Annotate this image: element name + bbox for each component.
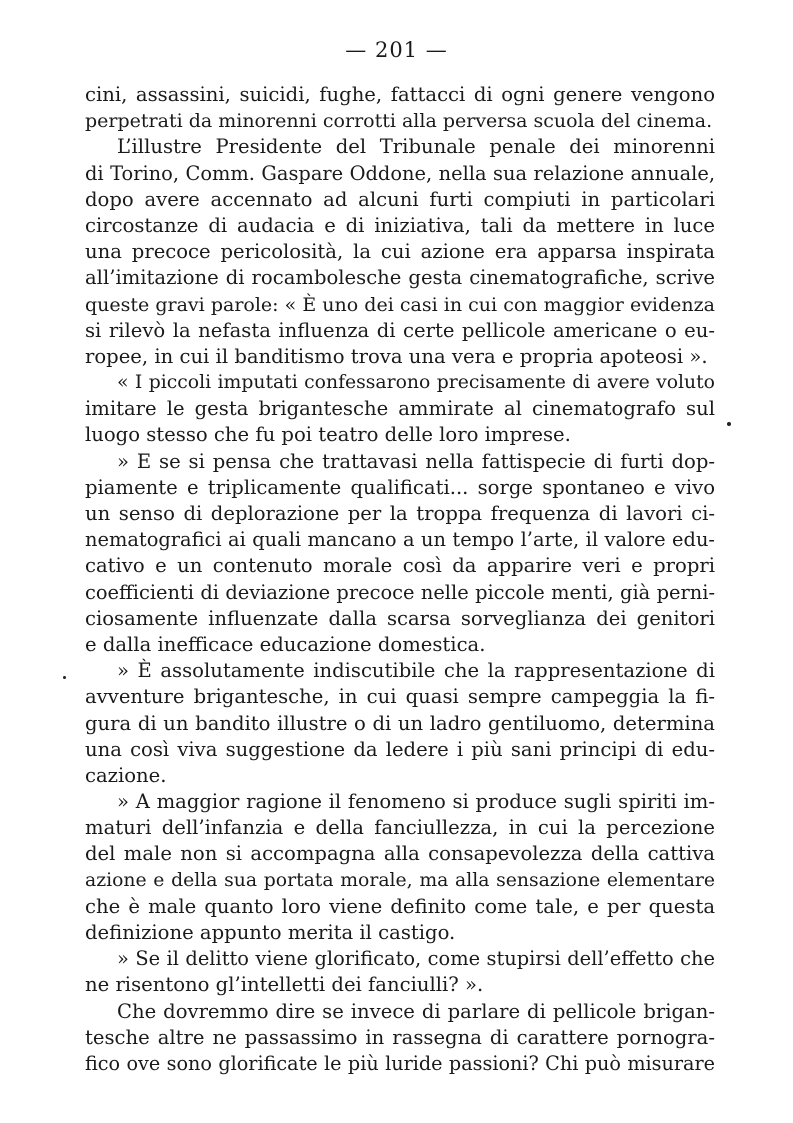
text-line: un senso di deplorazione per la troppa frequenza di lavori ci- <box>85 502 715 525</box>
text-line: » E se si pensa che trattavasi nella fattispecie di furti dop- <box>117 449 715 473</box>
text-line: una così viva suggestione da ledere i più sani principi di edu- <box>85 737 715 761</box>
text-line: circostanze di audacia e di iniziativa, tali da mettere in luce <box>85 213 715 237</box>
page-number: — 201 — <box>345 38 448 62</box>
text-line: » A maggior ragione il fenomeno si produce sugli spiriti im- <box>117 790 715 814</box>
text-line: imitare le gesta brigantesche ammirate al cinematografo sul <box>85 397 715 421</box>
text-line: luogo stesso che fu poi teatro delle loro imprese. <box>85 423 571 447</box>
text-line: del male non si accompagna alla consapevolezza della cattiva <box>85 842 715 866</box>
text-line: definizione appunto merita il castigo. <box>85 921 456 944</box>
text-line: maturi dell’infanzia e della fanciullezza, in cui la percezione <box>85 816 715 840</box>
text-line: cativo e un contenuto morale così da apparire veri e propri <box>85 554 715 578</box>
text-line: di Torino, Comm. Gaspare Oddone, nella sua relazione annuale, <box>85 161 715 185</box>
text-line: si rilevò la nefasta influenza di certe pellicole americane o eu- <box>85 318 715 342</box>
text-line: tesche altre ne passassimo in rassegna di carattere pornogra- <box>85 1025 715 1049</box>
text-line: nematografici ai quali mancano a un tempo l’arte, il valore edu- <box>85 528 715 552</box>
text-line: cini, assassini, suicidi, fughe, fattacci di ogni genere vengono <box>85 83 715 106</box>
text-line: piamente e triplicamente qualificati... sorge spontaneo e vivo <box>85 475 715 499</box>
text-line: perpetrati da minorenni corrotti alla perversa scuola del cinema. <box>85 110 713 133</box>
text-line: dopo avere accennato ad alcuni furti compiuti in particolari <box>85 187 715 211</box>
text-line: gura di un bandito illustre o di un ladro gentiluomo, determina <box>85 711 715 735</box>
text-line: coefficienti di deviazione precoce nelle piccole menti, già perni- <box>85 580 715 604</box>
ink-speck <box>63 676 66 679</box>
text-line: cazione. <box>85 763 167 787</box>
text-line: avventure brigantesche, in cui quasi sempre campeggia la fi- <box>85 685 715 709</box>
body-text <box>85 82 715 1077</box>
text-line: queste gravi parole: « È uno dei casi in cui con maggior evidenza <box>85 293 715 316</box>
text-line: ropee, in cui il banditismo trova una vera e propria apoteosi ». <box>85 344 708 368</box>
text-line: L’illustre Presidente del Tribunale penale dei minorenni <box>117 135 715 159</box>
ink-speck <box>727 422 731 426</box>
text-line: all’imitazione di rocambolesche gesta cinematografiche, scrive <box>85 266 715 290</box>
text-line: che è male quanto loro viene definito come tale, e per questa <box>85 894 715 918</box>
text-line: fico ove sono glorificate le più luride passioni? Chi può misurare <box>85 1051 715 1075</box>
text-line: « I piccoli imputati confessarono precisamente di avere voluto <box>117 372 715 394</box>
text-line: azione e della sua portata morale, ma alla sensazione elementare <box>85 869 715 891</box>
text-line: ne risentono gl’intelletti dei fanciulli? ». <box>85 973 484 997</box>
text-line: Che dovremmo dire se invece di parlare di pellicole brigan- <box>117 999 715 1023</box>
text-line: e dalla inefficace educazione domestica. <box>85 632 486 656</box>
text-line: » Se il delitto viene glorificato, come stupirsi dell’effetto che <box>117 947 715 971</box>
text-line: una precoce pericolosità, la cui azione era apparsa inspirata <box>85 240 715 264</box>
text-line: » È assolutamente indiscutibile che la rappresentazione di <box>117 659 715 683</box>
text-line: ciosamente influenzate dalla scarsa sorveglianza dei genitori <box>85 606 715 630</box>
